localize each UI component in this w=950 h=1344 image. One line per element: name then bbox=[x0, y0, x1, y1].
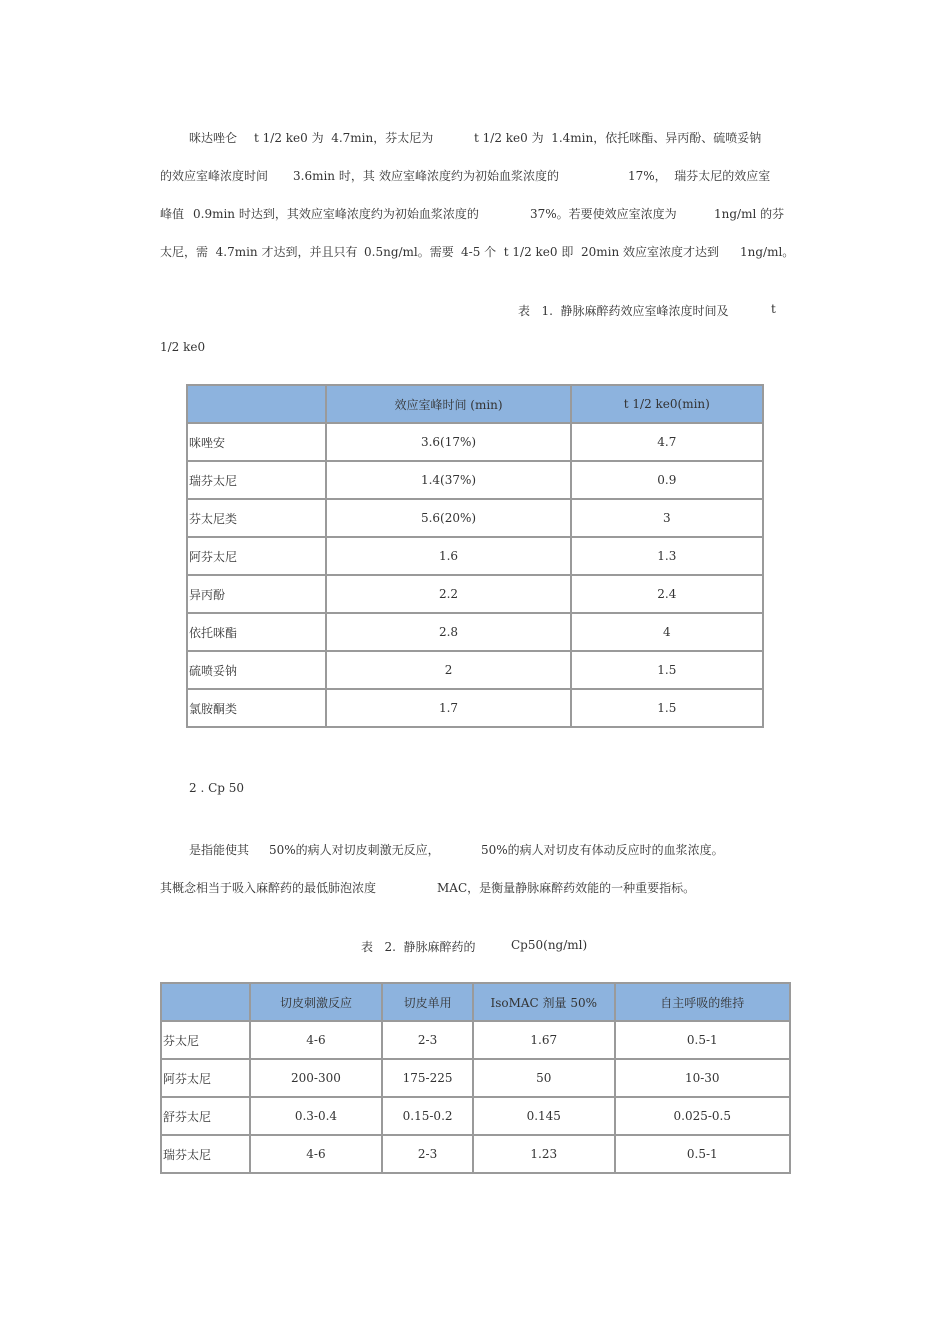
peak-time-cell: 5.6(20%) bbox=[326, 499, 570, 537]
value-cell: 0.025-0.5 bbox=[615, 1097, 790, 1135]
text-segment: 太尼， bbox=[160, 245, 197, 259]
text-segment: 50%的病人对切皮刺激无反应， bbox=[269, 843, 440, 857]
text-segment: 是指能使其 bbox=[189, 843, 250, 857]
table-row bbox=[187, 423, 763, 461]
table-1-caption: 表 1. 静脉麻醉药效应室峰浓度时间及 bbox=[518, 304, 729, 318]
table-row bbox=[187, 613, 763, 651]
value-cell: 50 bbox=[473, 1059, 615, 1097]
text-segment: t 1/2 ke0 为 1.4min，依托咪酯、异丙酚、硫喷妥钠 bbox=[474, 131, 762, 145]
value-cell: 1.23 bbox=[473, 1135, 615, 1173]
drug-name-cell: 异丙酚 bbox=[187, 575, 326, 613]
ke0-cell: 2.4 bbox=[571, 575, 763, 613]
value-cell: 0.5-1 bbox=[615, 1021, 790, 1059]
table-1-header-row bbox=[187, 385, 763, 423]
ke0-cell: 1.5 bbox=[571, 651, 763, 689]
peak-time-cell: 2.2 bbox=[326, 575, 570, 613]
value-cell: 4-6 bbox=[250, 1135, 383, 1173]
table-1-header-cell: t 1/2 ke0(min) bbox=[571, 385, 763, 423]
value-cell: 10-30 bbox=[615, 1059, 790, 1097]
drug-name-cell: 阿芬太尼 bbox=[161, 1059, 250, 1097]
table-1-caption-line2: 1/2 ke0 bbox=[160, 340, 206, 354]
ke0-cell: 1.5 bbox=[571, 689, 763, 727]
table-2-header-cell: 切皮刺激反应 bbox=[250, 983, 383, 1021]
text-segment: 1ng/ml。 bbox=[740, 245, 795, 259]
text-segment: 咪达唑仑 bbox=[189, 131, 238, 145]
value-cell: 200-300 bbox=[250, 1059, 383, 1097]
ke0-cell: 1.3 bbox=[571, 537, 763, 575]
text-segment: 0.5ng/ml。需要 bbox=[364, 245, 454, 259]
text-segment: t 1/2 ke0 为 4.7min，芬太尼为 bbox=[254, 131, 434, 145]
peak-time-cell: 2.8 bbox=[326, 613, 570, 651]
table-1-caption-tail: t bbox=[771, 302, 776, 316]
peak-time-cell: 1.6 bbox=[326, 537, 570, 575]
text-segment: MAC，是衡量静脉麻醉药效能的一种重要指标。 bbox=[437, 881, 696, 895]
table-row bbox=[187, 651, 763, 689]
text-segment: 1ng/ml 的芬 bbox=[714, 207, 785, 221]
drug-name-cell: 芬太尼 bbox=[161, 1021, 250, 1059]
table-row bbox=[161, 1097, 790, 1135]
drug-name-cell: 硫喷妥钠 bbox=[187, 651, 326, 689]
table-row bbox=[187, 537, 763, 575]
value-cell: 1.67 bbox=[473, 1021, 615, 1059]
drug-name-cell: 瑞芬太尼 bbox=[161, 1135, 250, 1173]
value-cell: 0.3-0.4 bbox=[250, 1097, 383, 1135]
value-cell: 4-6 bbox=[250, 1021, 383, 1059]
peak-time-cell: 2 bbox=[326, 651, 570, 689]
value-cell: 2-3 bbox=[382, 1021, 473, 1059]
table-2-caption: 表 2. 静脉麻醉药的 bbox=[361, 940, 476, 954]
table-2-caption-unit: Cp50(ng/ml) bbox=[511, 938, 588, 952]
table-2-header-cell bbox=[161, 983, 250, 1021]
table-2 bbox=[160, 982, 791, 1174]
drug-name-cell: 依托咪酯 bbox=[187, 613, 326, 651]
table-1-header-cell: 效应室峰时间 (min) bbox=[326, 385, 570, 423]
table-row bbox=[161, 1135, 790, 1173]
drug-name-cell: 芬太尼类 bbox=[187, 499, 326, 537]
text-segment: 0.9min 时达到，其效应室峰浓度约为初始血浆浓度的 bbox=[193, 207, 479, 221]
text-segment: 3.6min 时，其 bbox=[293, 169, 375, 183]
table-row bbox=[161, 1059, 790, 1097]
drug-name-cell: 氯胺酮类 bbox=[187, 689, 326, 727]
ke0-cell: 4.7 bbox=[571, 423, 763, 461]
table-1-header-cell bbox=[187, 385, 326, 423]
drug-name-cell: 瑞芬太尼 bbox=[187, 461, 326, 499]
ke0-cell: 3 bbox=[571, 499, 763, 537]
drug-name-cell: 舒芬太尼 bbox=[161, 1097, 250, 1135]
peak-time-cell: 1.7 bbox=[326, 689, 570, 727]
value-cell: 0.5-1 bbox=[615, 1135, 790, 1173]
table-2-header-cell: IsoMAC 剂量 50% bbox=[473, 983, 615, 1021]
text-segment: 50%的病人对切皮有体动反应时的血浆浓度。 bbox=[481, 843, 724, 857]
peak-time-cell: 3.6(17%) bbox=[326, 423, 570, 461]
value-cell: 175-225 bbox=[382, 1059, 473, 1097]
value-cell: 0.145 bbox=[473, 1097, 615, 1135]
text-segment: 17%， 瑞芬太尼的效应室 bbox=[628, 169, 771, 183]
table-row bbox=[187, 499, 763, 537]
value-cell: 0.15-0.2 bbox=[382, 1097, 473, 1135]
drug-name-cell: 咪唑安 bbox=[187, 423, 326, 461]
value-cell: 2-3 bbox=[382, 1135, 473, 1173]
table-row bbox=[187, 689, 763, 727]
text-segment: 其概念相当于吸入麻醉药的最低肺泡浓度 bbox=[160, 881, 377, 895]
text-segment: 的效应室峰浓度时间 bbox=[160, 169, 269, 183]
ke0-cell: 0.9 bbox=[571, 461, 763, 499]
drug-name-cell: 阿芬太尼 bbox=[187, 537, 326, 575]
text-segment: 37%。若要使效应室浓度为 bbox=[530, 207, 677, 221]
text-segment: 需 4.7min 才达到，并且只有 bbox=[196, 245, 358, 259]
text-segment: 4-5 个 t 1/2 ke0 即 20min 效应室浓度才达到 bbox=[461, 245, 720, 259]
table-2-header-row bbox=[161, 983, 790, 1021]
table-row bbox=[187, 461, 763, 499]
text-segment: 效应室峰浓度约为初始血浆浓度的 bbox=[379, 169, 560, 183]
peak-time-cell: 1.4(37%) bbox=[326, 461, 570, 499]
table-1 bbox=[186, 384, 764, 728]
ke0-cell: 4 bbox=[571, 613, 763, 651]
table-row bbox=[187, 575, 763, 613]
table-2-header-cell: 自主呼吸的维持 bbox=[615, 983, 790, 1021]
text-segment: 峰值 bbox=[160, 207, 185, 221]
table-row bbox=[161, 1021, 790, 1059]
table-2-header-cell: 切皮单用 bbox=[382, 983, 473, 1021]
section-2-heading: 2 . Cp 50 bbox=[189, 781, 245, 795]
